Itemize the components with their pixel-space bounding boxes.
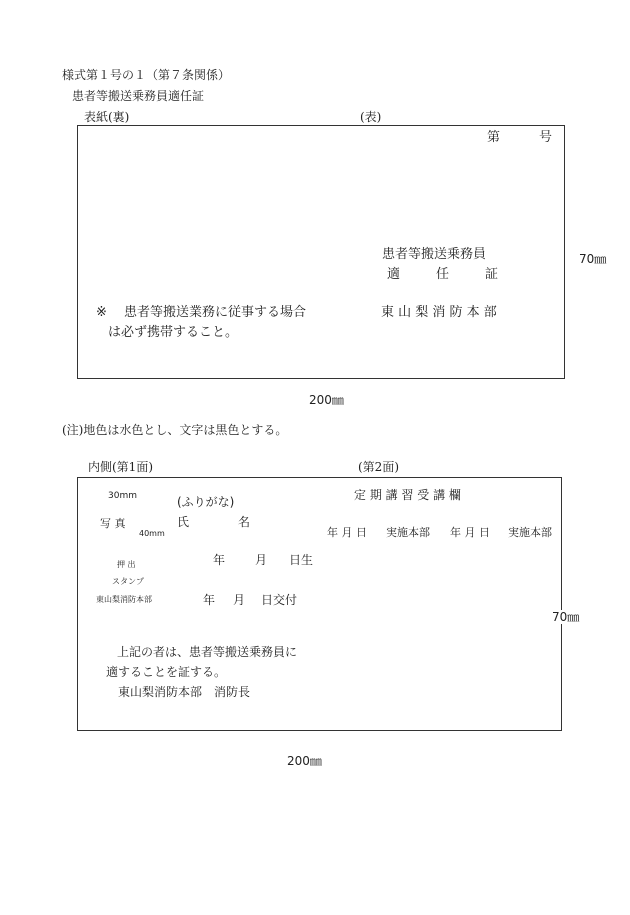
birth-month: 月 bbox=[255, 553, 268, 567]
furigana-label: (ふりがな) bbox=[177, 495, 235, 509]
photo-title: 写 真 bbox=[100, 517, 126, 530]
inside-page2-label: (第2面) bbox=[358, 460, 399, 474]
cover-title-sho: 証 bbox=[485, 267, 499, 282]
name-label-shi: 氏 bbox=[177, 515, 190, 529]
document-title: 患者等搬送乗務員適任証 bbox=[72, 89, 205, 103]
cover-issuer: 東 山 梨 消 防 本 部 bbox=[381, 305, 497, 320]
column-header-dept-2: 実施本部 bbox=[508, 526, 552, 539]
stamp-line2: スタンプ bbox=[112, 577, 144, 586]
cover-back-label: 表紙(裏) bbox=[84, 110, 130, 124]
inside-page1-label: 内側(第1面) bbox=[88, 460, 153, 474]
inside-width-dimension: 200㎜ bbox=[283, 755, 326, 767]
cover-width-dimension: 200㎜ bbox=[305, 394, 348, 406]
birth-year: 年 bbox=[213, 553, 226, 567]
issue-month: 月 bbox=[233, 593, 246, 607]
card-number-go: 号 bbox=[539, 130, 553, 145]
inside-height-dimension: 70㎜ bbox=[552, 610, 580, 624]
column-header-date-2: 年 月 日 bbox=[450, 526, 490, 539]
cover-note-line2: は必ず携帯すること。 bbox=[108, 325, 239, 340]
photo-width-label: 30mm bbox=[108, 491, 137, 501]
cert-line2: 適することを証する。 bbox=[106, 665, 227, 679]
birth-day: 日生 bbox=[289, 553, 314, 567]
column-header-dept-1: 実施本部 bbox=[386, 526, 430, 539]
issue-year: 年 bbox=[203, 593, 216, 607]
cover-title-line1: 患者等搬送乗務員 bbox=[382, 247, 487, 262]
color-note: (注)地色は水色とし、文字は黒色とする。 bbox=[62, 423, 288, 437]
cover-front-label: (表) bbox=[360, 110, 382, 124]
training-table-title: 定 期 講 習 受 講 欄 bbox=[354, 488, 461, 502]
form-number: 様式第１号の１（第７条関係） bbox=[62, 68, 231, 82]
cert-signer: 東山梨消防本部 消防長 bbox=[118, 685, 251, 699]
card-number-dai: 第 bbox=[487, 130, 501, 145]
cover-note-line1: 患者等搬送業務に従事する場合 bbox=[124, 305, 307, 320]
stamp-line3: 東山梨消防本部 bbox=[96, 595, 152, 604]
cover-title-nin: 任 bbox=[436, 267, 450, 282]
photo-height-label: 40mm bbox=[139, 529, 165, 538]
issue-day: 日交付 bbox=[261, 593, 298, 607]
cover-title-teki: 適 bbox=[387, 267, 401, 282]
name-label-mei: 名 bbox=[238, 515, 251, 529]
cover-note-mark: ※ bbox=[96, 305, 107, 320]
stamp-line1: 押 出 bbox=[117, 560, 136, 569]
cover-card bbox=[77, 125, 565, 379]
cert-line1: 上記の者は、患者等搬送乗務員に bbox=[117, 645, 298, 659]
column-header-date-1: 年 月 日 bbox=[327, 526, 367, 539]
cover-height-dimension: 70㎜ bbox=[579, 252, 607, 266]
